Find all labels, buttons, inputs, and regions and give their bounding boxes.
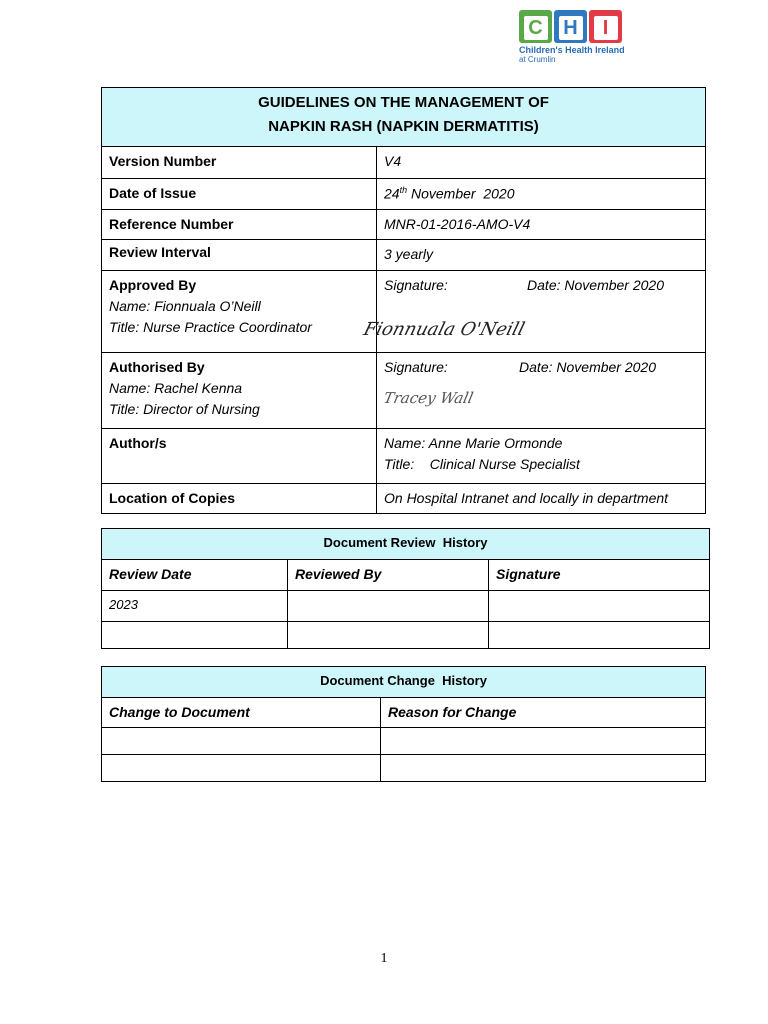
review-date-cell bbox=[102, 622, 288, 649]
authorised-label: Authorised By bbox=[109, 359, 205, 375]
interval-value: 3 yearly bbox=[377, 240, 706, 271]
authorised-cell bbox=[102, 353, 377, 429]
title-row bbox=[102, 88, 706, 147]
approved-cell bbox=[102, 271, 377, 353]
approved-row bbox=[102, 271, 706, 353]
review-date-cell: 2023 bbox=[102, 591, 288, 622]
table-row bbox=[102, 728, 706, 755]
date-row bbox=[102, 179, 706, 210]
change-title-row bbox=[102, 667, 706, 698]
review-header-date: Review Date bbox=[102, 560, 288, 591]
table-row bbox=[102, 622, 710, 649]
approved-signature-text: Fionnuala O'Neill bbox=[361, 319, 527, 340]
version-row bbox=[102, 147, 706, 179]
change-cell bbox=[102, 728, 381, 755]
authorised-row bbox=[102, 353, 706, 429]
document-title bbox=[102, 88, 706, 147]
reference-value: MNR-01-2016-AMO-V4 bbox=[377, 210, 706, 240]
authorised-handwritten-signature bbox=[381, 383, 517, 415]
title-line1: GUIDELINES ON THE MANAGEMENT OF bbox=[258, 94, 549, 111]
review-header-row bbox=[102, 560, 710, 591]
chi-logo bbox=[519, 10, 629, 70]
review-header-reviewer: Reviewed By bbox=[288, 560, 489, 591]
reference-row bbox=[102, 210, 706, 240]
interval-label: Review Interval bbox=[102, 240, 377, 271]
authorised-signature-label: Signature: bbox=[384, 359, 448, 375]
approved-label: Approved By bbox=[109, 277, 197, 293]
signature-cell bbox=[489, 622, 710, 649]
title-line2: NAPKIN RASH (NAPKIN DERMATITIS) bbox=[268, 118, 539, 135]
logo-block-i: I bbox=[589, 10, 622, 43]
author-label: Author/s bbox=[102, 429, 377, 484]
reason-cell bbox=[381, 728, 706, 755]
approved-date: Date: November 2020 bbox=[527, 277, 664, 293]
date-value: 24th November 2020 bbox=[377, 179, 706, 210]
signature-cell bbox=[489, 591, 710, 622]
change-header-reason: Reason for Change bbox=[381, 698, 706, 728]
author-title: Title: Clinical Nurse Specialist bbox=[384, 456, 580, 472]
review-history-table bbox=[101, 528, 710, 649]
review-header-signature: Signature bbox=[489, 560, 710, 591]
logo-block-h: H bbox=[554, 10, 587, 43]
authorised-signature-text: Tracey Wall bbox=[381, 389, 475, 407]
version-label: Version Number bbox=[102, 147, 377, 179]
location-row bbox=[102, 484, 706, 514]
change-history-table bbox=[101, 666, 706, 782]
location-value: On Hospital Intranet and locally in department bbox=[377, 484, 706, 514]
approved-handwritten-signature bbox=[361, 311, 527, 347]
table-row bbox=[102, 591, 710, 622]
logo-blocks bbox=[519, 10, 629, 43]
approved-title: Title: Nurse Practice Coordinator bbox=[109, 319, 312, 335]
change-header-document: Change to Document bbox=[102, 698, 381, 728]
review-history-title: Document Review History bbox=[102, 529, 710, 560]
date-label: Date of Issue bbox=[102, 179, 377, 210]
logo-line2: at Crumlin bbox=[519, 55, 556, 64]
approved-name: Name: Fionnuala O’Neill bbox=[109, 298, 261, 314]
page-number: 1 bbox=[380, 951, 388, 966]
reference-label: Reference Number bbox=[102, 210, 377, 240]
review-title-row bbox=[102, 529, 710, 560]
reviewed-by-cell bbox=[288, 591, 489, 622]
interval-row bbox=[102, 240, 706, 271]
document-info-table bbox=[101, 87, 706, 514]
change-cell bbox=[102, 755, 381, 782]
author-cell bbox=[377, 429, 706, 484]
version-value: V4 bbox=[377, 147, 706, 179]
reason-cell bbox=[381, 755, 706, 782]
table-row bbox=[102, 755, 706, 782]
authorised-date: Date: November 2020 bbox=[519, 359, 656, 375]
author-row bbox=[102, 429, 706, 484]
change-header-row bbox=[102, 698, 706, 728]
authorised-signature-cell bbox=[377, 353, 706, 429]
authorised-name: Name: Rachel Kenna bbox=[109, 380, 243, 396]
logo-block-c: C bbox=[519, 10, 552, 43]
location-label: Location of Copies bbox=[102, 484, 377, 514]
authorised-title: Title: Director of Nursing bbox=[109, 401, 260, 417]
approved-signature-label: Signature: bbox=[384, 277, 448, 293]
logo-line1: Children's Health Ireland bbox=[519, 45, 625, 55]
reviewed-by-cell bbox=[288, 622, 489, 649]
approved-signature-cell bbox=[361, 271, 706, 353]
author-name: Name: Anne Marie Ormonde bbox=[384, 435, 563, 451]
change-history-title: Document Change History bbox=[102, 667, 706, 698]
